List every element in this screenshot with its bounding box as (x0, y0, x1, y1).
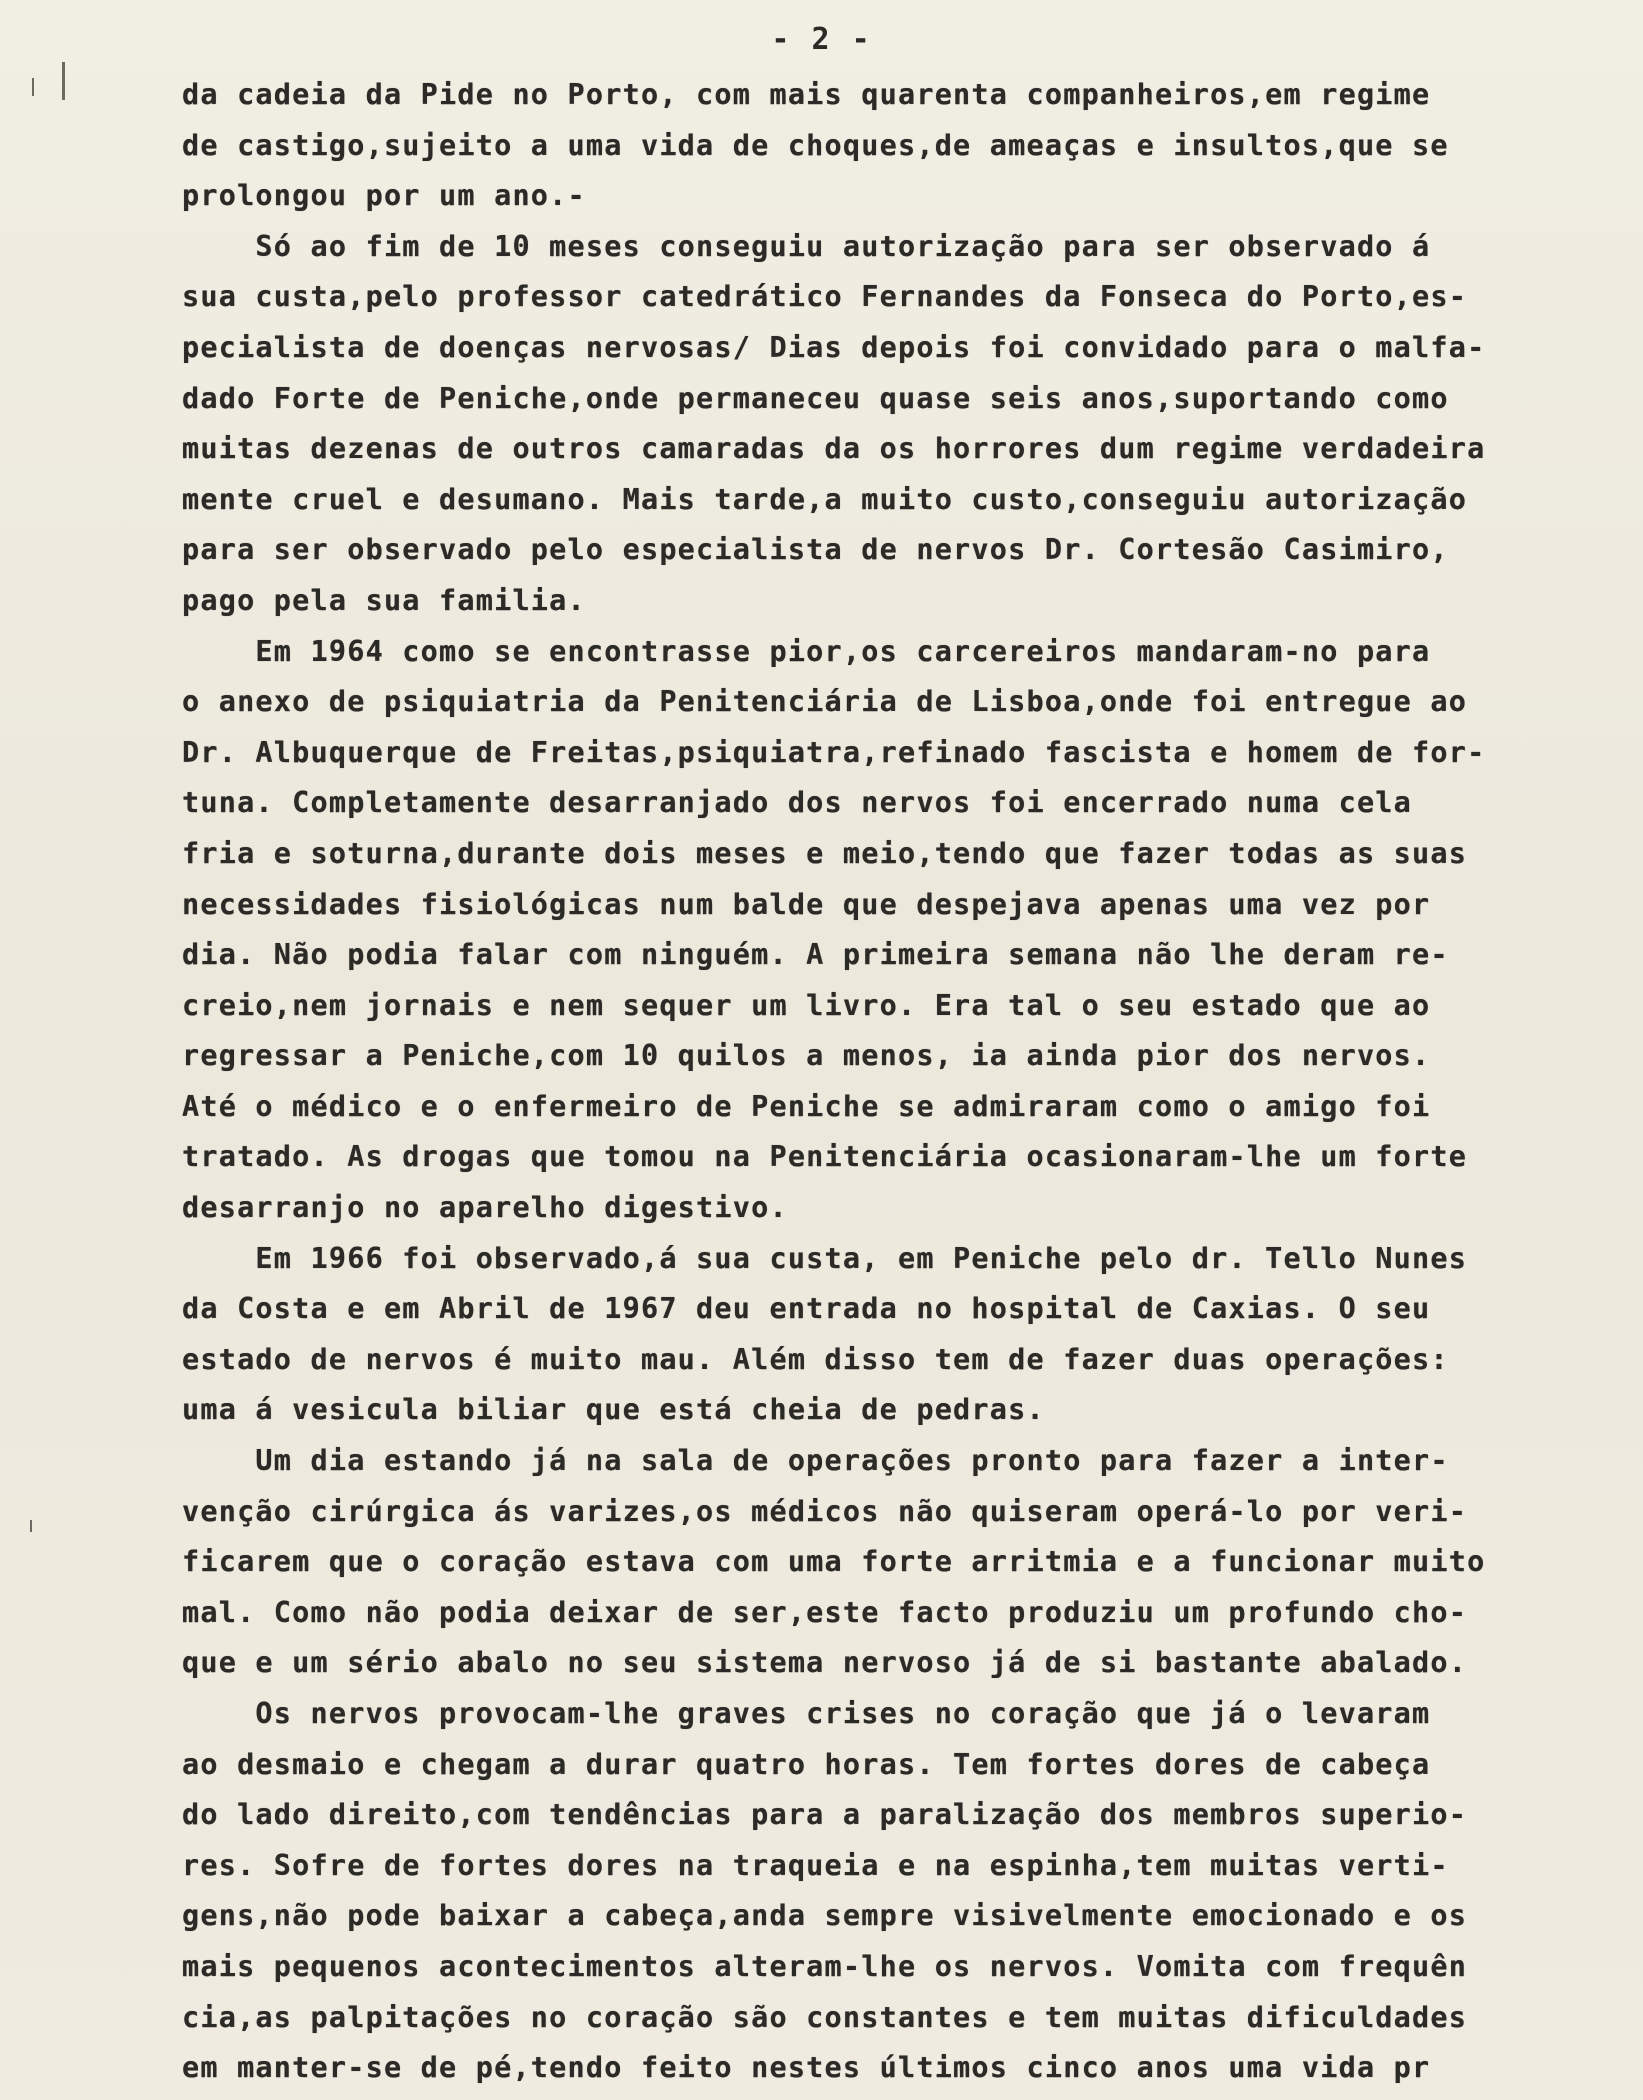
text-line: muitas dezenas de outros camaradas da os horrores dum regime verdadeira (182, 432, 1486, 466)
margin-mark-bottom (30, 1520, 32, 1532)
text-line: para ser observado pelo especialista de nervos Dr. Cortesão Casimiro, (182, 533, 1449, 567)
text-line: Em 1964 como se encontrasse pior,os carcereiros mandaram-no para (182, 634, 1431, 668)
text-line: Até o médico e o enfermeiro de Peniche se admiraram como o amigo foi (182, 1089, 1431, 1123)
text-line: mente cruel e desumano. Mais tarde,a muito custo,conseguiu autorização (182, 482, 1468, 516)
text-line: do lado direito,com tendências para a paralização dos membros superio- (182, 1798, 1468, 1832)
text-line: de castigo,sujeito a uma vida de choques,de ameaças e insultos,que se (182, 128, 1449, 162)
text-line: ficarem que o coração estava com uma forte arritmia e a funcionar muito (182, 1545, 1486, 1579)
text-line: uma á vesicula biliar que está cheia de pedras. (182, 1393, 1045, 1427)
text-line: em manter-se de pé,tendo feito nestes últimos cinco anos uma vida pr (182, 2051, 1431, 2085)
margin-mark-top (62, 62, 65, 100)
text-line: dado Forte de Peniche,onde permaneceu quase seis anos,suportando como (182, 381, 1449, 415)
text-line: necessidades fisiológicas num balde que despejava apenas uma vez por (182, 887, 1431, 921)
text-line: da Costa e em Abril de 1967 deu entrada no hospital de Caxias. O seu (182, 1292, 1431, 1326)
text-line: tuna. Completamente desarranjado dos nervos foi encerrado numa cela (182, 786, 1413, 820)
text-line: res. Sofre de fortes dores na traqueia e na espinha,tem muitas verti- (182, 1848, 1449, 1882)
text-line: Os nervos provocam-lhe graves crises no coração que já o levaram (182, 1697, 1431, 1730)
text-line: mais pequenos acontecimentos alteram-lhe os nervos. Vomita com frequên (182, 1949, 1468, 1983)
text-line: fria e soturna,durante dois meses e meio,tendo que fazer todas as suas (182, 836, 1468, 870)
text-line: dia. Não podia falar com ninguém. A primeira semana não lhe deram re- (182, 938, 1449, 972)
text-line: estado de nervos é muito mau. Além disso tem de fazer duas operações: (182, 1342, 1449, 1376)
text-line: ao desmaio e chegam a durar quatro horas. Tem fortes dores de cabeça (182, 1747, 1431, 1781)
text-line: regressar a Peniche,com 10 quilos a menos, ia ainda pior dos nervos. (182, 1039, 1431, 1073)
text-line: da cadeia da Pide no Porto, com mais quarenta companheiros,em regime (182, 78, 1431, 111)
text-line: prolongou por um ano.- (182, 179, 586, 213)
margin-mark-middle (32, 78, 34, 96)
text-line: desarranjo no aparelho digestivo. (182, 1191, 788, 1225)
body-text (182, 70, 1622, 2094)
text-line: pecialista de doenças nervosas/ Dias depois foi convidado para o malfa- (182, 330, 1486, 364)
text-line: Dr. Albuquerque de Freitas,psiquiatra,refinado fascista e homem de for- (182, 735, 1486, 769)
text-line: creio,nem jornais e nem sequer um livro. Era tal o seu estado que ao (182, 988, 1431, 1022)
text-line: Só ao fim de 10 meses conseguiu autorização para ser observado á (182, 229, 1431, 263)
text-line: venção cirúrgica ás varizes,os médicos não quiseram operá-lo por veri- (182, 1494, 1468, 1528)
text-line: Em 1966 foi observado,á sua custa, em Peniche pelo dr. Tello Nunes (182, 1241, 1468, 1275)
text-line: gens,não pode baixar a cabeça,anda sempre visivelmente emocionado e os (182, 1899, 1468, 1933)
text-line: sua custa,pelo professor catedrático Fernandes da Fonseca do Porto,es- (182, 280, 1468, 314)
text-line: pago pela sua familia. (182, 583, 586, 617)
page-number: - 2 - (771, 22, 872, 57)
text-line: o anexo de psiquiatria da Penitenciária de Lisboa,onde foi entregue ao (182, 685, 1468, 719)
text-line: que e um sério abalo no seu sistema nervoso já de si bastante abalado. (182, 1646, 1468, 1680)
text-line: tratado. As drogas que tomou na Penitenciária ocasionaram-lhe um forte (182, 1140, 1468, 1174)
text-line: cia,as palpitações no coração são constantes e tem muitas dificuldades (182, 2000, 1468, 2034)
text-line: mal. Como não podia deixar de ser,este facto produziu um profundo cho- (182, 1595, 1468, 1629)
text-line: Um dia estando já na sala de operações pronto para fazer a inter- (182, 1444, 1449, 1478)
